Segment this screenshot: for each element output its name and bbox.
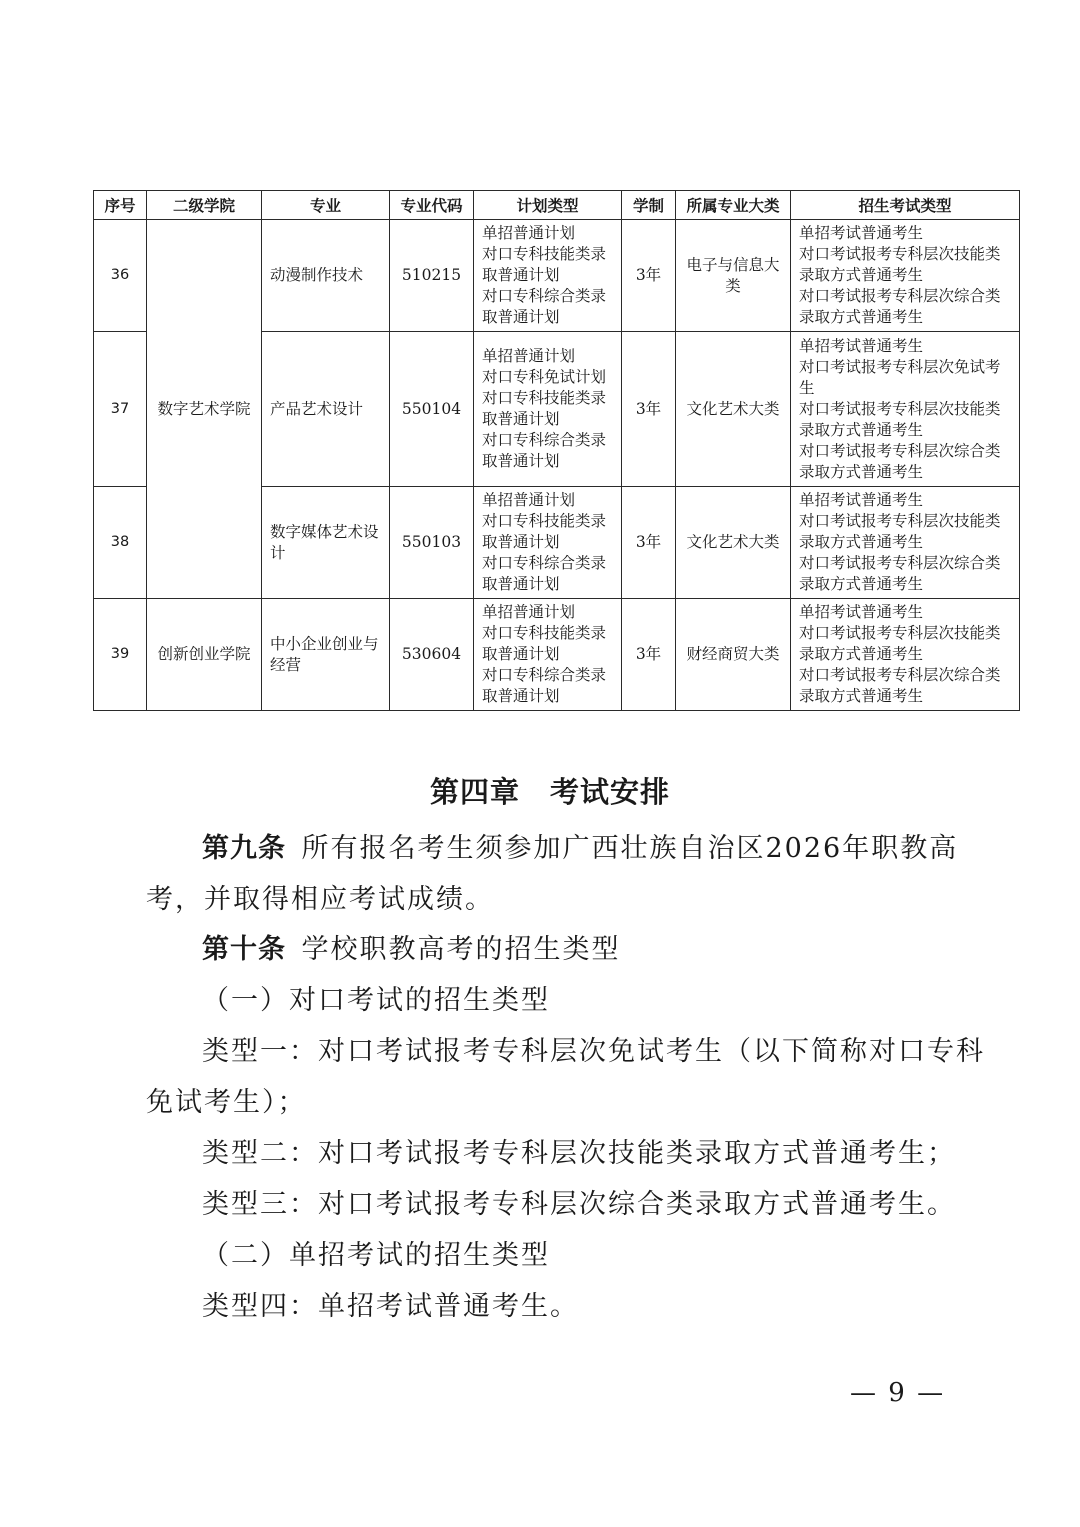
cell-seq: 36 [94,220,147,332]
table-row [94,220,1020,332]
cell-category: 文化艺术大类 [676,332,791,487]
header-duration: 学制 [622,191,676,220]
cell-duration: 3年 [622,487,676,599]
cell-code: 510215 [390,220,474,332]
cell-plan-type: 单招普通计划 对口专科技能类录 取普通计划 对口专科综合类录 取普通计划 [474,487,622,599]
admissions-table [93,190,1020,711]
cell-code: 550103 [390,487,474,599]
article-10 [146,924,986,975]
cell-seq: 39 [94,599,147,711]
cell-duration: 3年 [622,599,676,711]
cell-code: 530604 [390,599,474,711]
header-plan-type: 计划类型 [474,191,622,220]
type-three: 类型三：对口考试报考专科层次综合类录取方式普通考生。 [202,1189,956,1220]
cell-duration: 3年 [622,220,676,332]
section-one-heading: （一）对口考试的招生类型 [202,985,550,1016]
cell-major: 产品艺术设计 [262,332,390,487]
header-exam-type: 招生考试类型 [791,191,1020,220]
cell-college: 数字艺术学院 [147,220,262,599]
cell-college: 创新创业学院 [147,599,262,711]
cell-exam-type: 单招考试普通考生 对口考试报考专科层次技能类 录取方式普通考生 对口考试报考专科层次综合类 录取方式普通考生 [791,487,1020,599]
article-10-text: 学校职教高考的招生类型 [301,934,621,965]
header-code: 专业代码 [390,191,474,220]
cell-duration: 3年 [622,332,676,487]
type-four: 类型四：单招考试普通考生。 [202,1291,579,1322]
cell-major: 数字媒体艺术设 计 [262,487,390,599]
chapter-title: 第四章 考试安排 [429,775,670,809]
cell-plan-type: 单招普通计划 对口专科技能类录 取普通计划 对口专科综合类录 取普通计划 [474,220,622,332]
header-category: 所属专业大类 [676,191,791,220]
article-9-text: 所有报名考生须参加广西壮族自治区2026年职教高考，并取得相应考试成绩。 [146,833,959,915]
article-9 [146,823,986,925]
type-two: 类型二：对口考试报考专科层次技能类录取方式普通考生； [202,1138,956,1169]
cell-seq: 38 [94,487,147,599]
cell-major: 中小企业创业与 经营 [262,599,390,711]
cell-exam-type: 单招考试普通考生 对口考试报考专科层次技能类 录取方式普通考生 对口考试报考专科层次综合类 录取方式普通考生 [791,599,1020,711]
article-10-lead: 第十条 [202,934,286,965]
type-one: 类型一：对口考试报考专科层次免试考生（以下简称对口专科免试考生）； [146,1036,985,1118]
table-row [94,599,1020,711]
cell-category: 文化艺术大类 [676,487,791,599]
cell-code: 550104 [390,332,474,487]
cell-plan-type: 单招普通计划 对口专科免试计划 对口专科技能类录 取普通计划 对口专科综合类录 取普通计划 [474,332,622,487]
article-9-lead: 第九条 [202,833,286,864]
cell-category: 财经商贸大类 [676,599,791,711]
cell-seq: 37 [94,332,147,487]
cell-major: 动漫制作技术 [262,220,390,332]
section-two-heading: （二）单招考试的招生类型 [202,1240,550,1271]
table-header-row [94,191,1020,220]
header-college: 二级学院 [147,191,262,220]
header-major: 专业 [262,191,390,220]
page-number: — 9 — [850,1378,946,1408]
cell-exam-type: 单招考试普通考生 对口考试报考专科层次免试考 生 对口考试报考专科层次技能类 录取方式普通考生 对口考试报考专科层次综合类 录取方式普通考生 [791,332,1020,487]
cell-plan-type: 单招普通计划 对口专科技能类录 取普通计划 对口专科综合类录 取普通计划 [474,599,622,711]
cell-category: 电子与信息大 类 [676,220,791,332]
header-seq: 序号 [94,191,147,220]
cell-exam-type: 单招考试普通考生 对口考试报考专科层次技能类 录取方式普通考生 对口考试报考专科层次综合类 录取方式普通考生 [791,220,1020,332]
